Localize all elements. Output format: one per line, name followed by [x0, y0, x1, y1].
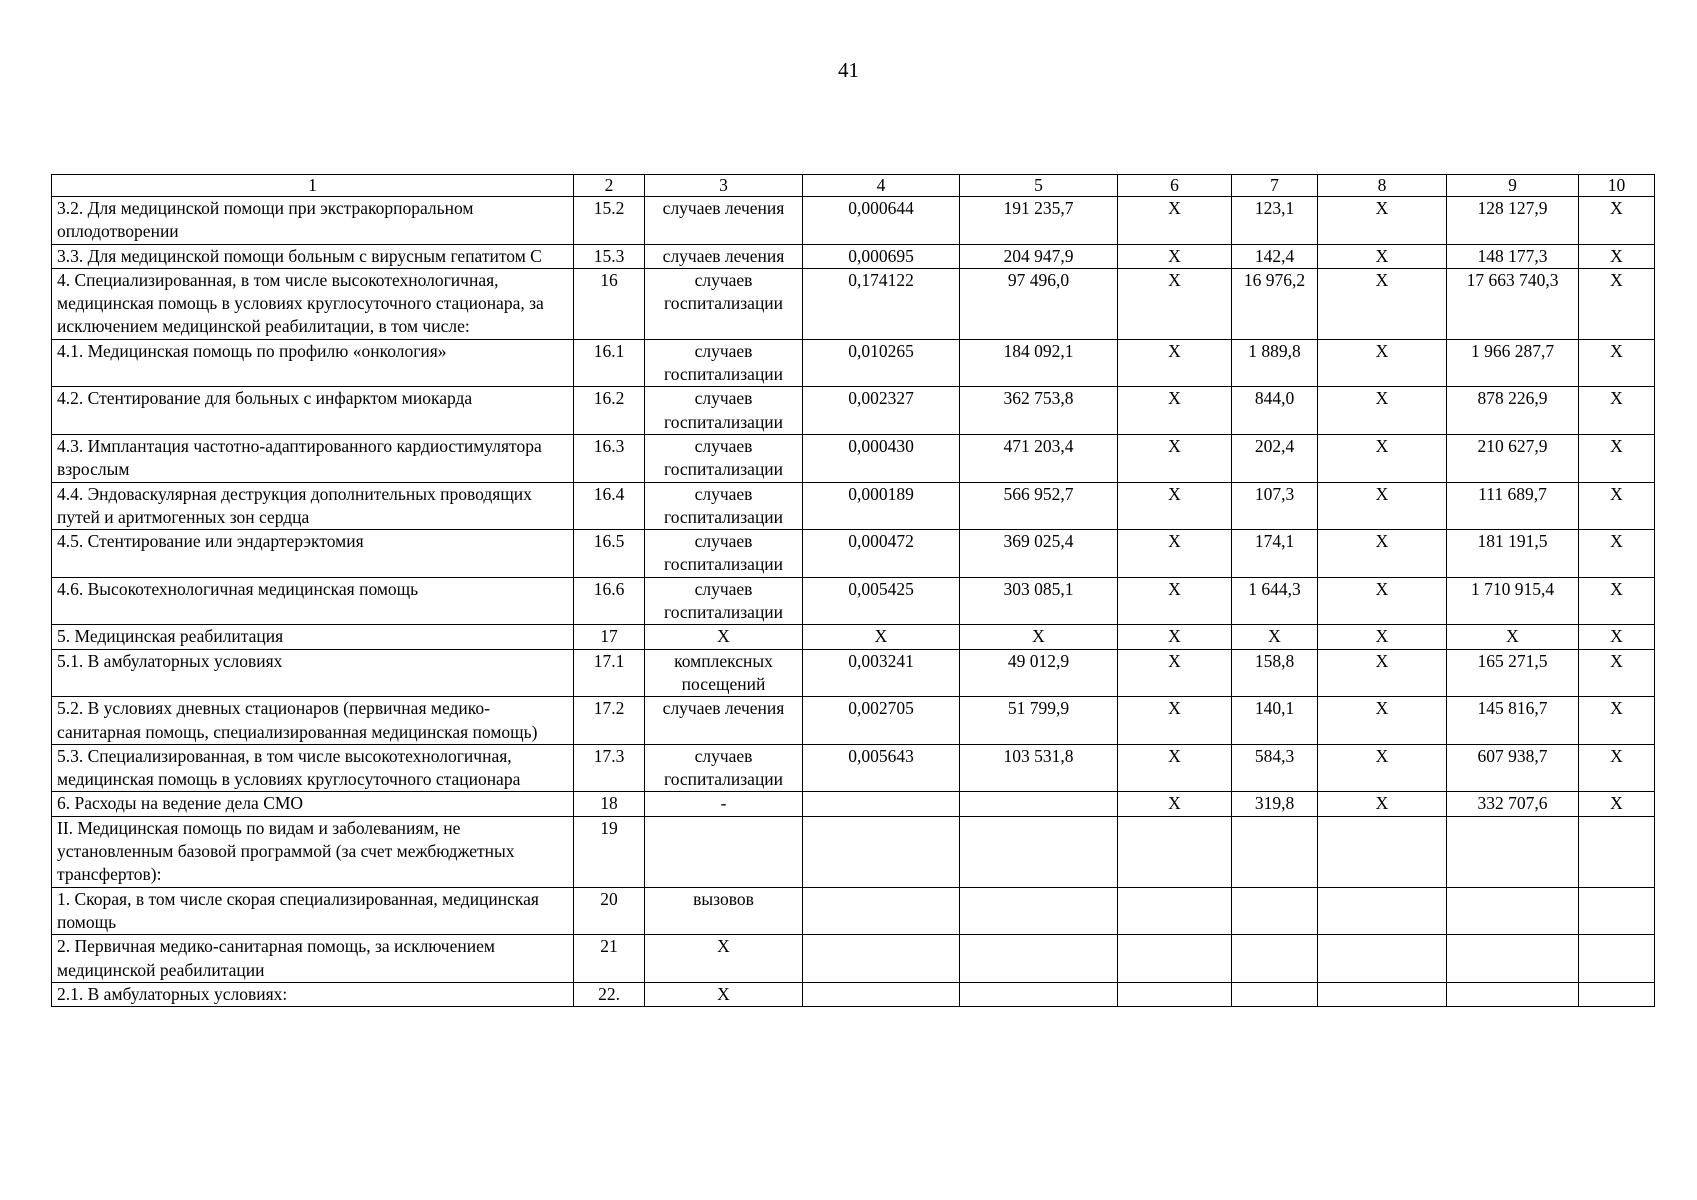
- cell-col-8: X: [1318, 577, 1447, 625]
- cell-col-6: X: [1118, 482, 1232, 530]
- cell-col-8: X: [1318, 339, 1447, 387]
- cell-norm-volume: 0,002705: [803, 697, 960, 745]
- cell-col-9: 111 689,7: [1447, 482, 1579, 530]
- cell-name: 5.2. В условиях дневных стационаров (первичная медико-санитарная помощь, специализированная медицинская помощь): [52, 697, 574, 745]
- cell-col-8: [1318, 887, 1447, 935]
- cell-code: 17.3: [574, 744, 645, 792]
- cell-col-6: X: [1118, 744, 1232, 792]
- cell-col-8: X: [1318, 625, 1447, 649]
- cell-norm-volume: 0,002327: [803, 387, 960, 435]
- cell-unit: [645, 816, 803, 887]
- cell-col-10: X: [1579, 530, 1655, 578]
- cell-norm-volume: 0,000695: [803, 244, 960, 268]
- cell-code: 15.2: [574, 197, 645, 245]
- table-row: [52, 434, 1655, 482]
- cell-code: 16: [574, 268, 645, 339]
- cell-unit: случаев госпитализации: [645, 268, 803, 339]
- cell-col-8: X: [1318, 744, 1447, 792]
- cell-norm-cost: 184 092,1: [960, 339, 1118, 387]
- cell-norm-volume: [803, 982, 960, 1006]
- cell-col-9: 148 177,3: [1447, 244, 1579, 268]
- header-cell-col-1: 1: [52, 175, 574, 197]
- cell-name: 4.6. Высокотехнологичная медицинская помощь: [52, 577, 574, 625]
- cell-norm-cost: 369 025,4: [960, 530, 1118, 578]
- cell-col-10: X: [1579, 244, 1655, 268]
- cell-unit: случаев госпитализации: [645, 434, 803, 482]
- cell-col-6: X: [1118, 434, 1232, 482]
- cell-name: 4. Специализированная, в том числе высокотехнологичная, медицинская помощь в условиях круглосуточного стационара, за исключением медицинской реабилитации, в том числе:: [52, 268, 574, 339]
- cell-norm-volume: X: [803, 625, 960, 649]
- cell-unit: случаев госпитализации: [645, 339, 803, 387]
- table-row: [52, 530, 1655, 578]
- cell-col-6: X: [1118, 792, 1232, 816]
- cell-code: 16.5: [574, 530, 645, 578]
- cell-col-9: 165 271,5: [1447, 649, 1579, 697]
- cell-col-10: X: [1579, 339, 1655, 387]
- cell-name: 4.5. Стентирование или эндартерэктомия: [52, 530, 574, 578]
- cell-col-7: X: [1232, 625, 1318, 649]
- cell-col-6: X: [1118, 339, 1232, 387]
- cell-unit: X: [645, 625, 803, 649]
- cell-unit: случаев лечения: [645, 244, 803, 268]
- cell-col-9: 17 663 740,3: [1447, 268, 1579, 339]
- cell-norm-cost: [960, 982, 1118, 1006]
- cell-norm-volume: 0,005425: [803, 577, 960, 625]
- cell-col-9: 128 127,9: [1447, 197, 1579, 245]
- cell-col-7: [1232, 887, 1318, 935]
- cell-code: 17: [574, 625, 645, 649]
- header-cell-col-3: 3: [645, 175, 803, 197]
- cell-col-10: [1579, 887, 1655, 935]
- cell-norm-volume: 0,174122: [803, 268, 960, 339]
- data-table: [51, 174, 1655, 1007]
- cell-unit: случаев госпитализации: [645, 577, 803, 625]
- cell-code: 16.6: [574, 577, 645, 625]
- table-row: [52, 577, 1655, 625]
- cell-name: 3.3. Для медицинской помощи больным с вирусным гепатитом С: [52, 244, 574, 268]
- cell-col-9: 878 226,9: [1447, 387, 1579, 435]
- table-body: [52, 175, 1655, 1007]
- cell-col-7: 1 889,8: [1232, 339, 1318, 387]
- header-cell-col-2: 2: [574, 175, 645, 197]
- cell-col-10: X: [1579, 697, 1655, 745]
- cell-col-7: [1232, 935, 1318, 983]
- cell-col-6: X: [1118, 197, 1232, 245]
- cell-col-6: [1118, 982, 1232, 1006]
- cell-code: 16.2: [574, 387, 645, 435]
- cell-norm-cost: [960, 792, 1118, 816]
- cell-col-10: X: [1579, 625, 1655, 649]
- cell-unit: -: [645, 792, 803, 816]
- cell-norm-cost: [960, 887, 1118, 935]
- cell-col-10: [1579, 935, 1655, 983]
- cell-norm-cost: 362 753,8: [960, 387, 1118, 435]
- cell-unit: случаев госпитализации: [645, 482, 803, 530]
- cell-code: 22.: [574, 982, 645, 1006]
- cell-unit: X: [645, 935, 803, 983]
- cell-norm-cost: 204 947,9: [960, 244, 1118, 268]
- cell-code: 18: [574, 792, 645, 816]
- cell-norm-cost: [960, 935, 1118, 983]
- cell-col-8: [1318, 816, 1447, 887]
- cell-col-6: X: [1118, 577, 1232, 625]
- cell-norm-cost: 49 012,9: [960, 649, 1118, 697]
- cell-col-7: [1232, 816, 1318, 887]
- table-row: [52, 935, 1655, 983]
- cell-col-7: 123,1: [1232, 197, 1318, 245]
- cell-norm-cost: 471 203,4: [960, 434, 1118, 482]
- cell-col-7: 319,8: [1232, 792, 1318, 816]
- cell-col-9: [1447, 887, 1579, 935]
- cell-unit: вызовов: [645, 887, 803, 935]
- cell-norm-volume: [803, 935, 960, 983]
- cell-col-7: [1232, 982, 1318, 1006]
- cell-norm-cost: 97 496,0: [960, 268, 1118, 339]
- cell-code: 16.3: [574, 434, 645, 482]
- cell-col-6: [1118, 887, 1232, 935]
- cell-col-9: 210 627,9: [1447, 434, 1579, 482]
- cell-col-7: 202,4: [1232, 434, 1318, 482]
- cell-col-6: X: [1118, 530, 1232, 578]
- cell-name: 2.1. В амбулаторных условиях:: [52, 982, 574, 1006]
- cell-name: 5. Медицинская реабилитация: [52, 625, 574, 649]
- cell-norm-volume: 0,000189: [803, 482, 960, 530]
- cell-col-8: X: [1318, 434, 1447, 482]
- header-cell-col-4: 4: [803, 175, 960, 197]
- cell-col-10: [1579, 816, 1655, 887]
- cell-col-7: 584,3: [1232, 744, 1318, 792]
- cell-col-7: 142,4: [1232, 244, 1318, 268]
- cell-col-10: X: [1579, 649, 1655, 697]
- cell-col-7: 1 644,3: [1232, 577, 1318, 625]
- cell-code: 17.1: [574, 649, 645, 697]
- cell-col-8: X: [1318, 792, 1447, 816]
- cell-col-8: X: [1318, 268, 1447, 339]
- cell-col-7: 107,3: [1232, 482, 1318, 530]
- cell-norm-cost: 191 235,7: [960, 197, 1118, 245]
- cell-col-9: 145 816,7: [1447, 697, 1579, 745]
- cell-name: 4.2. Стентирование для больных с инфарктом миокарда: [52, 387, 574, 435]
- cell-col-6: X: [1118, 387, 1232, 435]
- cell-col-9: 607 938,7: [1447, 744, 1579, 792]
- cell-name: 4.3. Имплантация частотно-адаптированного кардиостимулятора взрослым: [52, 434, 574, 482]
- cell-norm-cost: 303 085,1: [960, 577, 1118, 625]
- cell-norm-cost: 566 952,7: [960, 482, 1118, 530]
- cell-col-9: X: [1447, 625, 1579, 649]
- header-cell-col-9: 9: [1447, 175, 1579, 197]
- cell-name: II. Медицинская помощь по видам и заболеваниям, не установленным базовой программой (за счет межбюджетных трансфертов):: [52, 816, 574, 887]
- cell-norm-cost: X: [960, 625, 1118, 649]
- header-cell-col-7: 7: [1232, 175, 1318, 197]
- cell-code: 19: [574, 816, 645, 887]
- cell-name: 5.3. Специализированная, в том числе высокотехнологичная, медицинская помощь в условиях круглосуточного стационара: [52, 744, 574, 792]
- cell-name: 1. Скорая, в том числе скорая специализированная, медицинская помощь: [52, 887, 574, 935]
- table-row: [52, 625, 1655, 649]
- table-row: [52, 649, 1655, 697]
- cell-code: 16.1: [574, 339, 645, 387]
- cell-col-8: X: [1318, 530, 1447, 578]
- cell-norm-volume: [803, 887, 960, 935]
- header-cell-col-10: 10: [1579, 175, 1655, 197]
- table-row: [52, 982, 1655, 1006]
- cell-code: 21: [574, 935, 645, 983]
- cell-col-9: 181 191,5: [1447, 530, 1579, 578]
- cell-code: 16.4: [574, 482, 645, 530]
- cell-col-10: X: [1579, 268, 1655, 339]
- cell-col-9: 1 710 915,4: [1447, 577, 1579, 625]
- cell-unit: X: [645, 982, 803, 1006]
- cell-norm-cost: [960, 816, 1118, 887]
- cell-col-6: X: [1118, 244, 1232, 268]
- cell-col-10: X: [1579, 744, 1655, 792]
- cell-code: 15.3: [574, 244, 645, 268]
- cell-col-7: 844,0: [1232, 387, 1318, 435]
- cell-col-9: [1447, 935, 1579, 983]
- cell-col-8: X: [1318, 244, 1447, 268]
- cell-unit: случаев госпитализации: [645, 387, 803, 435]
- header-row: [52, 175, 1655, 197]
- page-number: 41: [838, 58, 859, 82]
- cell-unit: случаев госпитализации: [645, 530, 803, 578]
- cell-col-6: X: [1118, 625, 1232, 649]
- cell-unit: случаев лечения: [645, 197, 803, 245]
- cell-col-6: X: [1118, 649, 1232, 697]
- cell-norm-volume: 0,010265: [803, 339, 960, 387]
- cell-code: 20: [574, 887, 645, 935]
- cell-norm-cost: 103 531,8: [960, 744, 1118, 792]
- table-row: [52, 744, 1655, 792]
- table-row: [52, 244, 1655, 268]
- cell-name: 4.4. Эндоваскулярная деструкция дополнительных проводящих путей и аритмогенных зон сердца: [52, 482, 574, 530]
- cell-name: 4.1. Медицинская помощь по профилю «онкология»: [52, 339, 574, 387]
- cell-col-7: 174,1: [1232, 530, 1318, 578]
- cell-col-6: [1118, 816, 1232, 887]
- cell-name: 3.2. Для медицинской помощи при экстракорпоральном оплодотворении: [52, 197, 574, 245]
- table-row: [52, 268, 1655, 339]
- cell-col-8: X: [1318, 197, 1447, 245]
- cell-col-6: [1118, 935, 1232, 983]
- cell-col-9: 332 707,6: [1447, 792, 1579, 816]
- cell-norm-volume: 0,000644: [803, 197, 960, 245]
- table-row: [52, 697, 1655, 745]
- cell-name: 6. Расходы на ведение дела СМО: [52, 792, 574, 816]
- table-row: [52, 387, 1655, 435]
- table-row: [52, 887, 1655, 935]
- table-row: [52, 482, 1655, 530]
- table-row: [52, 339, 1655, 387]
- cell-col-10: [1579, 982, 1655, 1006]
- cell-col-10: X: [1579, 387, 1655, 435]
- cell-norm-volume: 0,000430: [803, 434, 960, 482]
- cell-norm-volume: 0,000472: [803, 530, 960, 578]
- cell-col-10: X: [1579, 792, 1655, 816]
- cell-col-9: [1447, 816, 1579, 887]
- table-row: [52, 792, 1655, 816]
- cell-code: 17.2: [574, 697, 645, 745]
- header-cell-col-5: 5: [960, 175, 1118, 197]
- cell-col-8: [1318, 982, 1447, 1006]
- cell-norm-volume: 0,005643: [803, 744, 960, 792]
- cell-unit: комплексных посещений: [645, 649, 803, 697]
- cell-norm-volume: [803, 816, 960, 887]
- cell-name: 2. Первичная медико-санитарная помощь, за исключением медицинской реабилитации: [52, 935, 574, 983]
- table-row: [52, 197, 1655, 245]
- cell-name: 5.1. В амбулаторных условиях: [52, 649, 574, 697]
- cell-col-8: [1318, 935, 1447, 983]
- table-row: [52, 816, 1655, 887]
- cell-col-10: X: [1579, 197, 1655, 245]
- cell-col-6: X: [1118, 697, 1232, 745]
- header-cell-col-6: 6: [1118, 175, 1232, 197]
- cell-col-10: X: [1579, 577, 1655, 625]
- cell-col-8: X: [1318, 482, 1447, 530]
- cell-col-7: 140,1: [1232, 697, 1318, 745]
- cell-col-6: X: [1118, 268, 1232, 339]
- cell-norm-cost: 51 799,9: [960, 697, 1118, 745]
- cell-col-7: 158,8: [1232, 649, 1318, 697]
- cell-col-7: 16 976,2: [1232, 268, 1318, 339]
- cell-col-8: X: [1318, 697, 1447, 745]
- cell-col-10: X: [1579, 434, 1655, 482]
- cell-unit: случаев госпитализации: [645, 744, 803, 792]
- header-cell-col-8: 8: [1318, 175, 1447, 197]
- cell-col-9: 1 966 287,7: [1447, 339, 1579, 387]
- cell-col-8: X: [1318, 387, 1447, 435]
- cell-unit: случаев лечения: [645, 697, 803, 745]
- cell-col-9: [1447, 982, 1579, 1006]
- cell-col-8: X: [1318, 649, 1447, 697]
- cell-norm-volume: 0,003241: [803, 649, 960, 697]
- cell-norm-volume: [803, 792, 960, 816]
- cell-col-10: X: [1579, 482, 1655, 530]
